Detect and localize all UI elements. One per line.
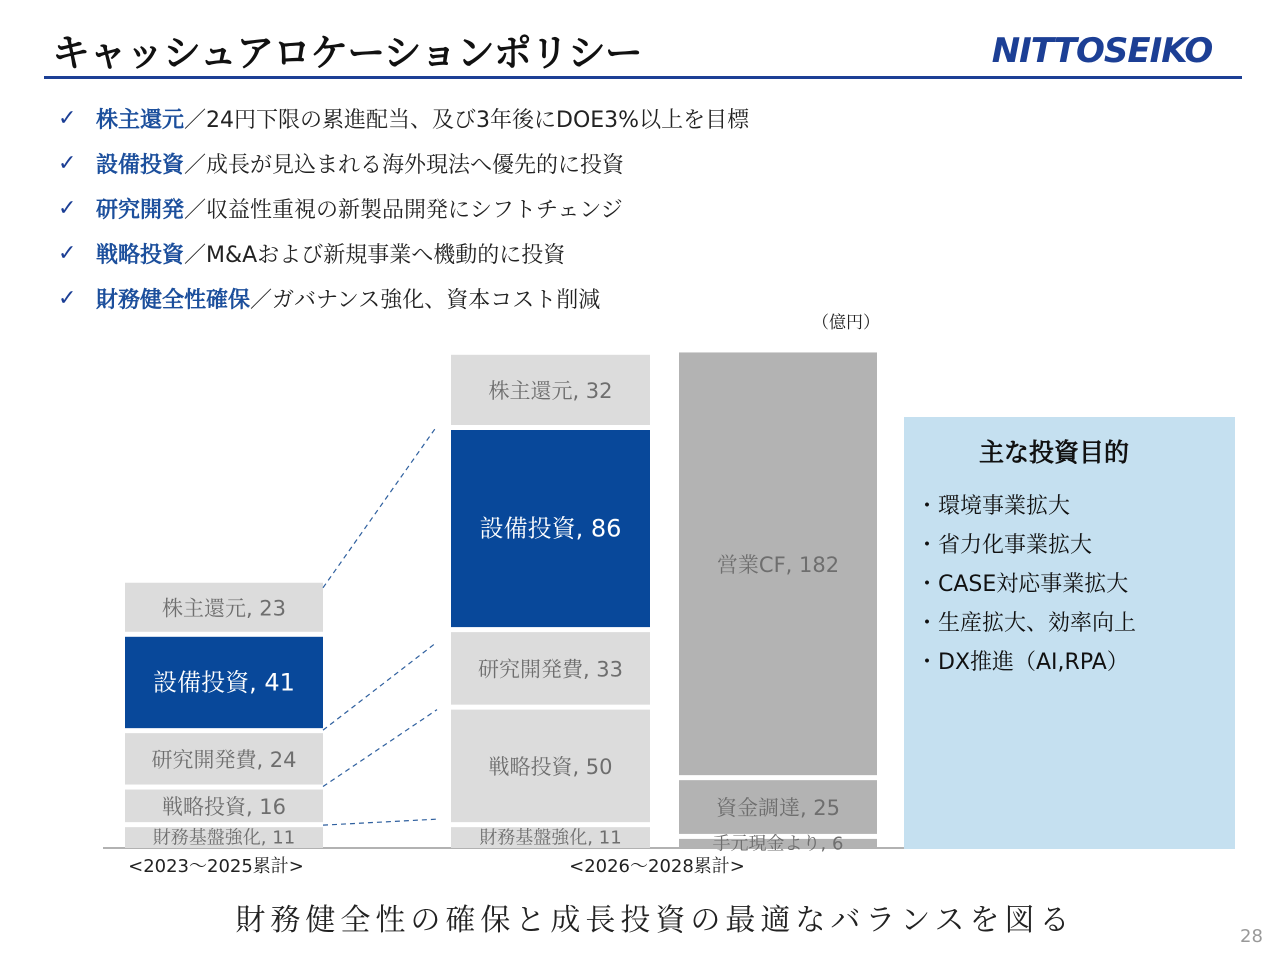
page-number: 28 (1240, 926, 1263, 947)
stack-caption: <2023〜2025累計> (128, 856, 304, 877)
purpose-item: ・省力化事業拡大 (916, 533, 1093, 558)
segment-label: 研究開発費, 33 (477, 657, 624, 682)
policy-key: 戦略投資 (96, 243, 185, 268)
policy-key: 株主還元 (96, 108, 185, 133)
check-icon: ✓ (58, 241, 77, 266)
segment-label: 戦略投資, 16 (161, 794, 287, 819)
segment-label: 資金調達, 25 (715, 796, 841, 821)
policy-desc: ／M&Aおよび新規事業へ機動的に投資 (184, 243, 566, 268)
policy-desc: ／24円下限の累進配当、及び3年後にDOE3%以上を目標 (184, 108, 750, 133)
segment-label: 財務基盤強化, 11 (479, 827, 622, 849)
bottom-message: 財務健全性の確保と成長投資の最適なバランスを図る (235, 903, 1075, 938)
policy-key: 研究開発 (96, 198, 185, 223)
segment-label: 株主還元, 23 (161, 596, 287, 621)
stack-caption: <2026〜2028累計> (569, 856, 745, 877)
segment-label: 手元現金より, 6 (712, 833, 844, 855)
purpose-list (916, 489, 1136, 684)
segment-label: 設備投資, 41 (153, 668, 295, 697)
purpose-item: ・DX推進（AI,RPA） (916, 650, 1129, 675)
segment-label: 営業CF, 182 (716, 552, 840, 577)
check-icon: ✓ (58, 196, 77, 221)
check-icon: ✓ (58, 106, 77, 131)
policy-desc: ／成長が見込まれる海外現法へ優先的に投資 (184, 153, 625, 178)
connector-line (323, 819, 437, 825)
policy-desc: ／ガバナンス強化、資本コスト削減 (250, 288, 601, 313)
policy-key: 財務健全性確保 (96, 288, 251, 313)
segment-label: 株主還元, 32 (488, 378, 613, 403)
segment-label: 設備投資, 86 (479, 514, 622, 543)
segment-label: 財務基盤強化, 11 (152, 827, 296, 849)
company-logo: NITTOSEIKO (991, 31, 1213, 71)
connector-line (323, 642, 437, 730)
policy-key: 設備投資 (96, 153, 185, 178)
unit-label: （億円） (812, 313, 880, 333)
connector-line (323, 710, 437, 787)
segment-label: 研究開発費, 24 (151, 747, 297, 772)
purpose-item: ・CASE対応事業拡大 (916, 572, 1129, 597)
investment-purpose-panel (904, 417, 1235, 849)
check-icon: ✓ (58, 286, 77, 311)
page-title: キャッシュアロケーションポリシー (52, 31, 642, 75)
check-icon: ✓ (58, 151, 77, 176)
connector-line (323, 426, 437, 588)
policy-desc: ／収益性重視の新製品開発にシフトチェンジ (184, 198, 623, 223)
panel-title: 主な投資目的 (978, 438, 1129, 467)
segment-label: 戦略投資, 50 (488, 754, 613, 779)
purpose-item: ・生産拡大、効率向上 (916, 611, 1137, 636)
purpose-item: ・環境事業拡大 (916, 494, 1071, 519)
